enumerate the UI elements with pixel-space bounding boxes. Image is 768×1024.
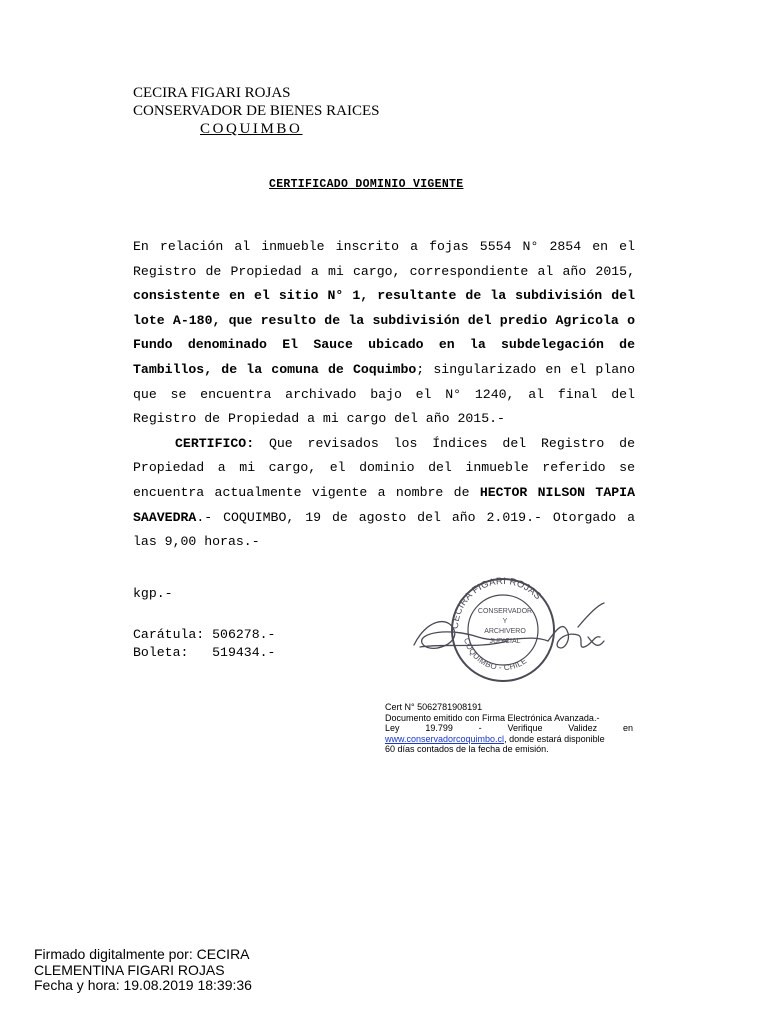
note-line-1: Documento emitido con Firma Electrónica Avanzada.- bbox=[385, 712, 600, 723]
verification-link[interactable]: www.conservadorcoquimbo.cl bbox=[385, 733, 505, 744]
property-description: consistente en el sitio N° 1, resultante de la subdivisión del lote A-180, que resulto de la subdivisión del predio Agricola o Fundo denominado El Sauce ubicado en la subdelegación de Tambillos, de la comuna de Coquimbo bbox=[133, 288, 635, 377]
certificate-body bbox=[133, 235, 635, 555]
certification-text: Que revisados los Índices del Registro de Propiedad a mi cargo, el dominio del inmueble referido se encuentra actualmente vigente a nombre de bbox=[133, 435, 635, 500]
digital-signer-line-2: CLEMENTINA FIGARI ROJAS bbox=[34, 961, 225, 978]
note-line-4: 60 días contados de la fecha de emisión. bbox=[385, 744, 549, 755]
seal-center-line1: CONSERVADOR bbox=[477, 608, 533, 615]
seal-center-line2: Y bbox=[502, 618, 508, 625]
property-plan: ; singularizado en el plano que se encuentra archivado bajo el N° 1240, al final del Registro de Propiedad a mi cargo del año 2015.- bbox=[133, 361, 635, 427]
caratula-number: Carátula: 506278.- bbox=[133, 627, 276, 642]
office-title: CONSERVADOR DE BIENES RAICES bbox=[133, 103, 380, 119]
office-city: COQUIMBO bbox=[200, 121, 303, 137]
note-line-2: Ley 19.799 - Verifique Validez en bbox=[385, 723, 633, 734]
letterhead bbox=[133, 84, 379, 138]
clerk-initials: kgp.- bbox=[133, 586, 173, 601]
seal-center-line4: JUDICIAL bbox=[489, 638, 521, 645]
digital-signature-datetime: Fecha y hora: 19.08.2019 18:39:36 bbox=[34, 977, 252, 993]
digital-signature-block bbox=[34, 947, 252, 994]
seal-center-line3: ARCHIVERO bbox=[484, 628, 526, 635]
owner-name: HECTOR NILSON TAPIA SAAVEDRA bbox=[133, 484, 635, 525]
certificate-number: Cert N° 5062781908191 bbox=[385, 702, 483, 712]
conservator-name: CECIRA FIGARI ROJAS bbox=[133, 85, 291, 101]
electronic-signature-note bbox=[385, 702, 633, 755]
digital-signer-line-1: Firmado digitalmente por: CECIRA bbox=[34, 946, 250, 962]
certifico-label: CERTIFICO: bbox=[175, 435, 255, 451]
certification-date: .- COQUIMBO, 19 de agosto del año 2.019.- Otorgado a las 9,00 horas.- bbox=[133, 509, 635, 550]
certificate-title: CERTIFICADO DOMINIO VIGENTE bbox=[269, 178, 464, 191]
official-seal bbox=[408, 575, 640, 685]
boleta-number: Boleta: 519434.- bbox=[133, 645, 276, 660]
property-intro: En relación al inmueble inscrito a fojas 5554 N° 2854 en el Registro de Propiedad a mi cargo, correspondiente al año 2015, bbox=[133, 239, 635, 279]
seal-bottom-text: COQUIMBO - CHILE bbox=[461, 636, 529, 673]
property-paragraph bbox=[133, 235, 635, 432]
seal-top-text: CECIRA FIGARI ROJAS bbox=[449, 575, 544, 630]
note-line-3: , donde estará disponible bbox=[504, 733, 605, 744]
certification-paragraph bbox=[133, 432, 635, 555]
svg-text:CECIRA FIGARI ROJAS bbox=[450, 576, 543, 629]
